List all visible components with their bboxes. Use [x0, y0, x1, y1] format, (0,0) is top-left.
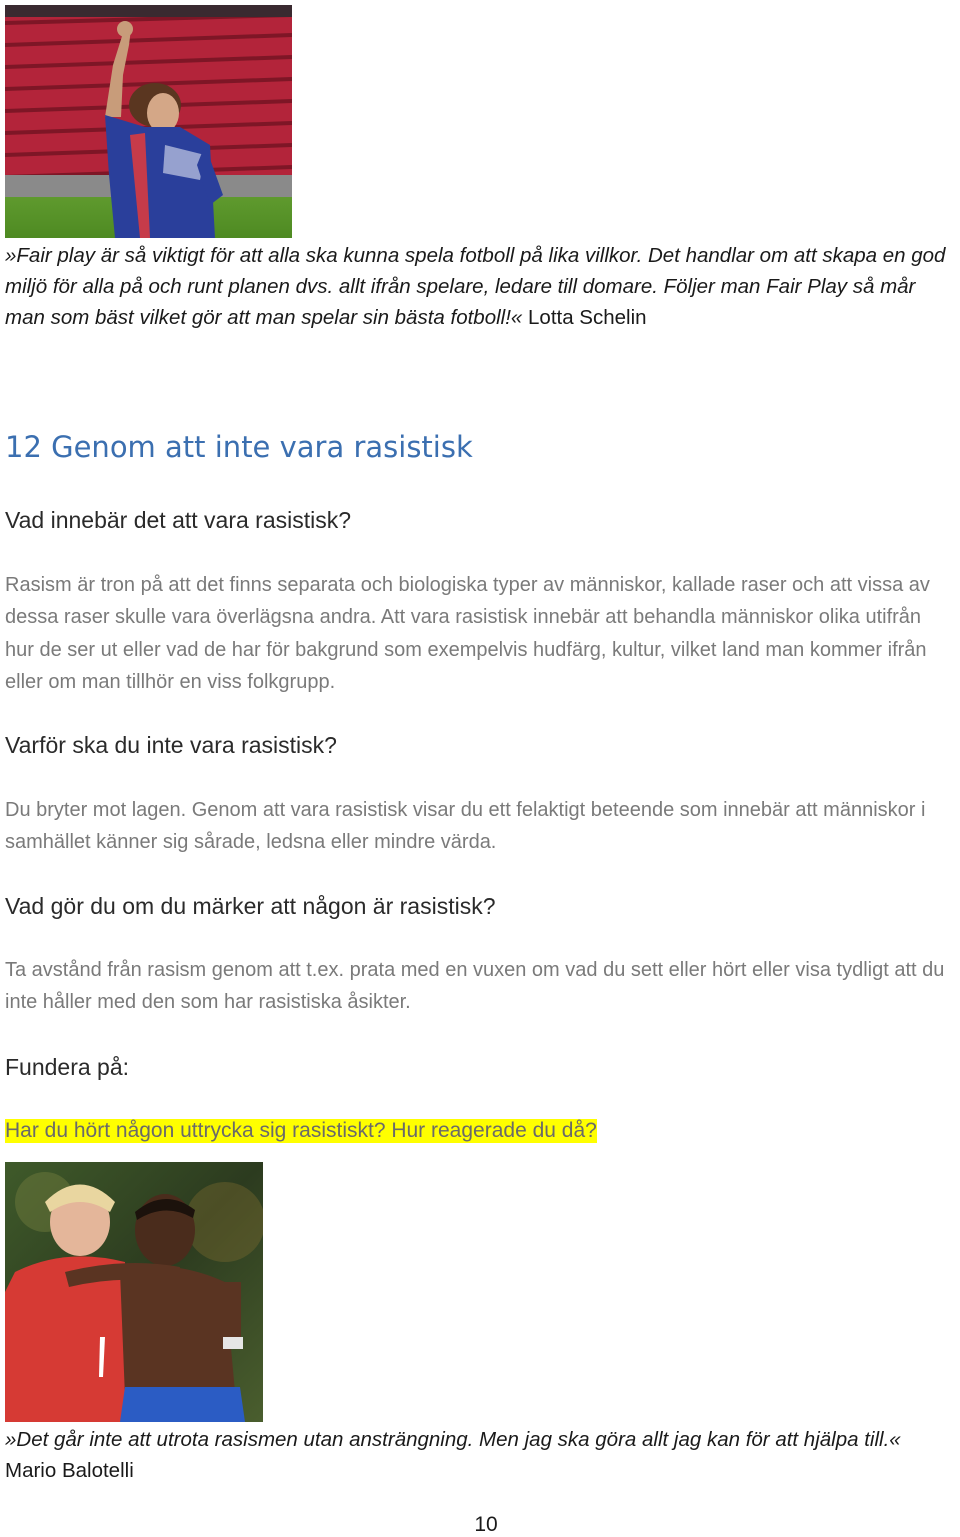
quote-author: Mario Balotelli — [5, 1459, 134, 1482]
highlighted-question — [5, 1117, 597, 1145]
photo-players-embracing — [5, 1162, 263, 1422]
paragraph-take-distance: Ta avstånd från rasism genom att t.ex. prata med en vuxen om vad du sett eller hört eller visa tydligt att du inte håller med den som har rasistiska åsikter. — [5, 959, 945, 1014]
section-heading: 12 Genom att inte vara rasistisk — [5, 430, 473, 464]
photo-player-celebrating — [5, 5, 292, 238]
quote-text: »Det går inte att utrota rasismen utan ansträngning. Men jag ska göra allt jag kan för att hjälpa till.« — [5, 1428, 901, 1451]
quote-mario-balotelli — [5, 1424, 960, 1486]
paragraph-racism-definition: Rasism är tron på att det finns separata och biologiska typer av människor, kallade raser och att vissa av dessa raser skulle vara överlägsna andra. Att vara rasistisk innebär att behandla människor olika utifrån hur de ser ut eller vad de har för bakgrund som exempelvis hudfärg, kultur, vilket land man kommer ifrån eller om man tillhör en viss folkgrupp. — [5, 574, 930, 693]
photo-player-celebrating-image — [5, 5, 292, 238]
photo-players-embracing-image — [5, 1162, 263, 1422]
quote-lotta-schelin — [5, 240, 960, 333]
highlighted-question-text: Har du hört någon uttrycka sig rasistiskt? Hur reagerade du då? — [5, 1119, 597, 1142]
question-why-not-racist: Varför ska du inte vara rasistisk? — [5, 732, 337, 758]
quote-author: Lotta Schelin — [528, 306, 647, 329]
question-what-is-racism: Vad innebär det att vara rasistisk? — [5, 507, 352, 533]
page-number: 10 — [474, 1513, 498, 1536]
heading-think-about: Fundera på: — [5, 1054, 130, 1080]
paragraph-breaking-law: Du bryter mot lagen. Genom att vara rasistisk visar du ett felaktigt beteende som innebär att människor i samhället känner sig sårade, ledsna eller mindre värda. — [5, 799, 926, 854]
quote-text: »Fair play är så viktigt för att alla ska kunna spela fotboll på lika villkor. Det handlar om att skapa en god miljö för alla på och runt planen dvs. allt ifrån spelare, ledare till domare. Följer man Fair Play så mår man som bäst vilket gör att man spelar sin bästa fotboll!« — [5, 244, 946, 329]
question-what-to-do: Vad gör du om du märker att någon är rasistisk? — [5, 893, 496, 919]
